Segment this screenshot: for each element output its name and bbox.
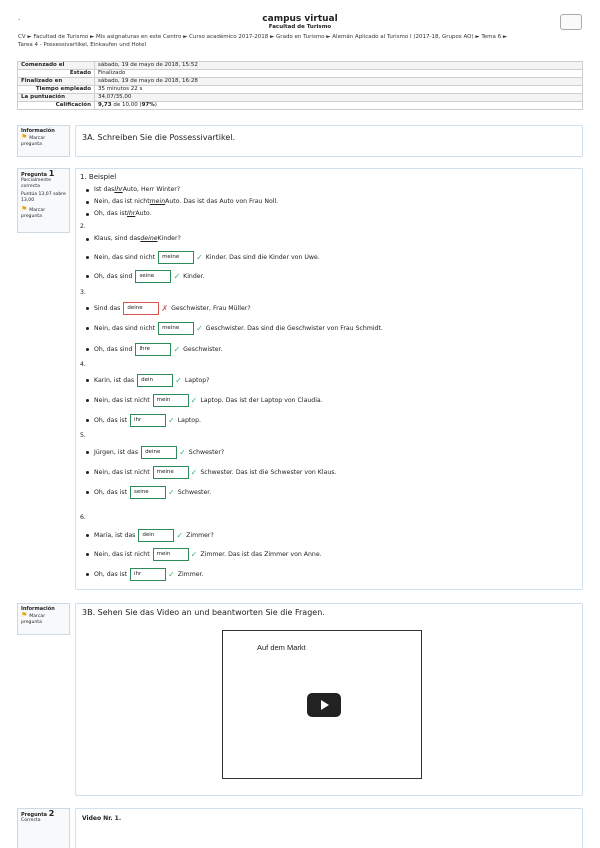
answer-line: Oh, das sind seine ✓ Kinder.	[86, 270, 205, 283]
summary-value	[95, 102, 583, 110]
breadcrumb-item[interactable]: Mis asignaturas en este Centro	[95, 34, 182, 40]
site-subtitle: Facultad de Turismo	[268, 24, 332, 30]
answer-line: Nein, das sind nicht meine ✓ Kinder. Das sind die Kinder von Uwe.	[86, 251, 320, 264]
flag-label: Marcar pregunta	[21, 208, 46, 219]
summary-value: sábado, 19 de mayo de 2018, 16:28	[95, 78, 583, 86]
example-line: Klaus, sind das deine Kinder?	[86, 235, 181, 243]
answer-line: Jürgen, ist das deine ✓ Schwester?	[86, 446, 224, 459]
summary-label: Estado	[18, 70, 95, 78]
info-heading: 3A. Schreiben Sie die Possessivartikel.	[82, 133, 236, 142]
answer-input[interactable]: meine	[153, 466, 189, 479]
answer-line: Oh, das ist ihr ✓ Laptop.	[86, 414, 201, 427]
breadcrumb-item[interactable]: Curso académico 2017-2018	[189, 34, 269, 40]
answer-input[interactable]: deine	[123, 302, 159, 315]
question-content	[75, 808, 583, 848]
summary-value: Finalizado	[95, 70, 583, 78]
section-number: 5.	[80, 432, 86, 439]
info-title: Información	[21, 606, 55, 612]
breadcrumb: CV ► Facultad de Turismo ► Mis asignaturas en este Centro ► Curso académico 2017-2018 ► Grado en Turismo ► Alemán Aplicado al Turismo I (2017-18, Grupos AO) ► Tema 6 ► Tarea 4 - Possessivartikel, Einkaufen und Hotel	[18, 34, 508, 48]
correct-check-icon: ✓	[190, 549, 198, 559]
breadcrumb-item[interactable]: Facultad de Turismo	[33, 34, 89, 40]
table-row	[18, 62, 583, 70]
info-block	[17, 125, 70, 157]
answer-input[interactable]: ihr	[130, 414, 166, 427]
flag-question-link[interactable]	[21, 134, 66, 148]
section-number: 3.	[80, 289, 86, 296]
example-line: Ist das Ihr Auto, Herr Winter?	[86, 186, 180, 194]
answer-line: Karin, ist das dein ✓ Laptop?	[86, 374, 209, 387]
answer-input[interactable]: ihr	[130, 568, 166, 581]
correct-check-icon: ✓	[173, 271, 181, 281]
flag-question-link[interactable]	[21, 206, 66, 220]
question-number: Pregunta 2	[21, 809, 55, 818]
breadcrumb-item[interactable]: Tarea 4 - Possessivartikel, Einkaufen und Hotel	[18, 42, 147, 48]
summary-value: sábado, 19 de mayo de 2018, 15:52	[95, 62, 583, 70]
grade-end: )	[154, 102, 157, 108]
flag-label: Marcar pregunta	[21, 136, 46, 147]
question-points: Puntúa 13,07 sobre 13,00	[21, 192, 66, 203]
example-line: Nein, das ist nicht mein Auto. Das ist das Auto von Frau Noll.	[86, 198, 278, 206]
answer-line: Oh, das ist ihr ✓ Zimmer.	[86, 568, 203, 581]
summary-label: Tiempo empleado	[18, 86, 95, 94]
summary-label: Finalizado en	[18, 78, 95, 86]
site-title[interactable]: campus virtual	[262, 14, 338, 24]
info-heading: 3B. Sehen Sie das Video an und beantworten Sie die Fragen.	[82, 608, 325, 617]
flag-label: Marcar pregunta	[21, 614, 46, 625]
flag-icon: ⚑	[21, 611, 28, 619]
answer-line: Nein, das sind nicht meine ✓ Geschwister. Das sind die Geschwister von Frau Schmidt.	[86, 322, 383, 335]
correct-check-icon: ✓	[190, 467, 198, 477]
answer-input[interactable]: seine	[135, 270, 171, 283]
answer-input[interactable]: seine	[130, 486, 166, 499]
correct-check-icon: ✓	[196, 323, 203, 333]
question-status: Correcta	[21, 818, 41, 823]
answer-input[interactable]: mein	[153, 548, 189, 561]
flag-icon: ⚑	[21, 205, 28, 213]
correct-check-icon: ✓	[196, 252, 203, 262]
grade-percent: 97%	[141, 102, 155, 108]
correct-check-icon: ✓	[176, 530, 184, 540]
table-row	[18, 94, 583, 102]
breadcrumb-item[interactable]: Grado en Turismo	[276, 34, 325, 40]
answer-input[interactable]: deine	[141, 446, 177, 459]
top-dot: .	[18, 14, 21, 22]
table-row	[18, 78, 583, 86]
answer-line: Oh, das ist seine ✓ Schwester.	[86, 486, 211, 499]
breadcrumb-item[interactable]: Tema 6	[481, 34, 502, 40]
answer-input[interactable]: meine	[158, 251, 194, 264]
info-content	[75, 125, 583, 157]
grade-mid: de 10,00 (	[111, 102, 142, 108]
info-title: Información	[21, 128, 55, 134]
answer-input[interactable]: meine	[158, 322, 194, 335]
question-info	[17, 168, 70, 233]
question-info	[17, 808, 70, 848]
question-heading: Video Nr. 1.	[82, 815, 122, 822]
play-button-icon[interactable]	[307, 693, 341, 717]
breadcrumb-item[interactable]: CV	[18, 34, 26, 40]
correct-check-icon: ✓	[175, 375, 182, 385]
menu-button[interactable]	[560, 14, 582, 30]
answer-line: Oh, das sind Ihre ✓ Geschwister.	[86, 343, 222, 356]
correct-check-icon: ✓	[168, 569, 175, 579]
correct-check-icon: ✓	[190, 395, 198, 405]
flag-icon: ⚑	[21, 133, 28, 141]
incorrect-cross-icon: ✗	[161, 303, 169, 313]
answer-input[interactable]: Ihre	[135, 343, 171, 356]
example-line: Oh, das ist Ihr Auto.	[86, 210, 152, 218]
answer-line: Maria, ist das dein ✓ Zimmer?	[86, 529, 214, 542]
flag-question-link[interactable]	[21, 612, 66, 626]
section-number: 4.	[80, 361, 86, 368]
table-row	[18, 102, 583, 110]
table-row	[18, 70, 583, 78]
answer-input[interactable]: dein	[138, 529, 174, 542]
attempt-summary-table	[17, 61, 583, 110]
answer-line: Nein, das ist nicht mein ✓ Zimmer. Das ist das Zimmer von Anne.	[86, 548, 322, 561]
summary-value: 34,07/35,00	[95, 94, 583, 102]
answer-line: Nein, das ist nicht mein ✓ Laptop. Das ist der Laptop von Claudia.	[86, 394, 323, 407]
correct-check-icon: ✓	[179, 447, 186, 457]
section-number: 2.	[80, 223, 86, 230]
example-heading: 1. Beispiel	[80, 173, 117, 181]
info-block	[17, 603, 70, 635]
table-row	[18, 86, 583, 94]
video-player[interactable]	[222, 630, 422, 779]
section-number: 6.	[80, 514, 86, 521]
breadcrumb-item[interactable]: Alemán Aplicado al Turismo I (2017-18, Grupos AO)	[332, 34, 474, 40]
correct-check-icon: ✓	[173, 344, 181, 354]
question-status: Parcialmente correcta	[21, 178, 51, 189]
summary-label: La puntuación	[18, 94, 95, 102]
summary-value: 35 minutos 22 s	[95, 86, 583, 94]
answer-line: Sind das deine ✗ Geschwister, Frau Müller?	[86, 302, 251, 315]
video-title: Auf dem Markt	[257, 643, 306, 652]
question-number: Pregunta 1	[21, 169, 55, 178]
answer-input[interactable]: dein	[137, 374, 173, 387]
correct-check-icon: ✓	[168, 487, 175, 497]
summary-label: Comenzado el	[18, 62, 95, 70]
correct-check-icon: ✓	[168, 415, 175, 425]
grade-value: 9,73	[98, 102, 112, 108]
answer-line: Nein, das ist nicht meine ✓ Schwester. Das ist die Schwester von Klaus.	[86, 466, 336, 479]
summary-label: Calificación	[18, 102, 95, 110]
answer-input[interactable]: mein	[153, 394, 189, 407]
